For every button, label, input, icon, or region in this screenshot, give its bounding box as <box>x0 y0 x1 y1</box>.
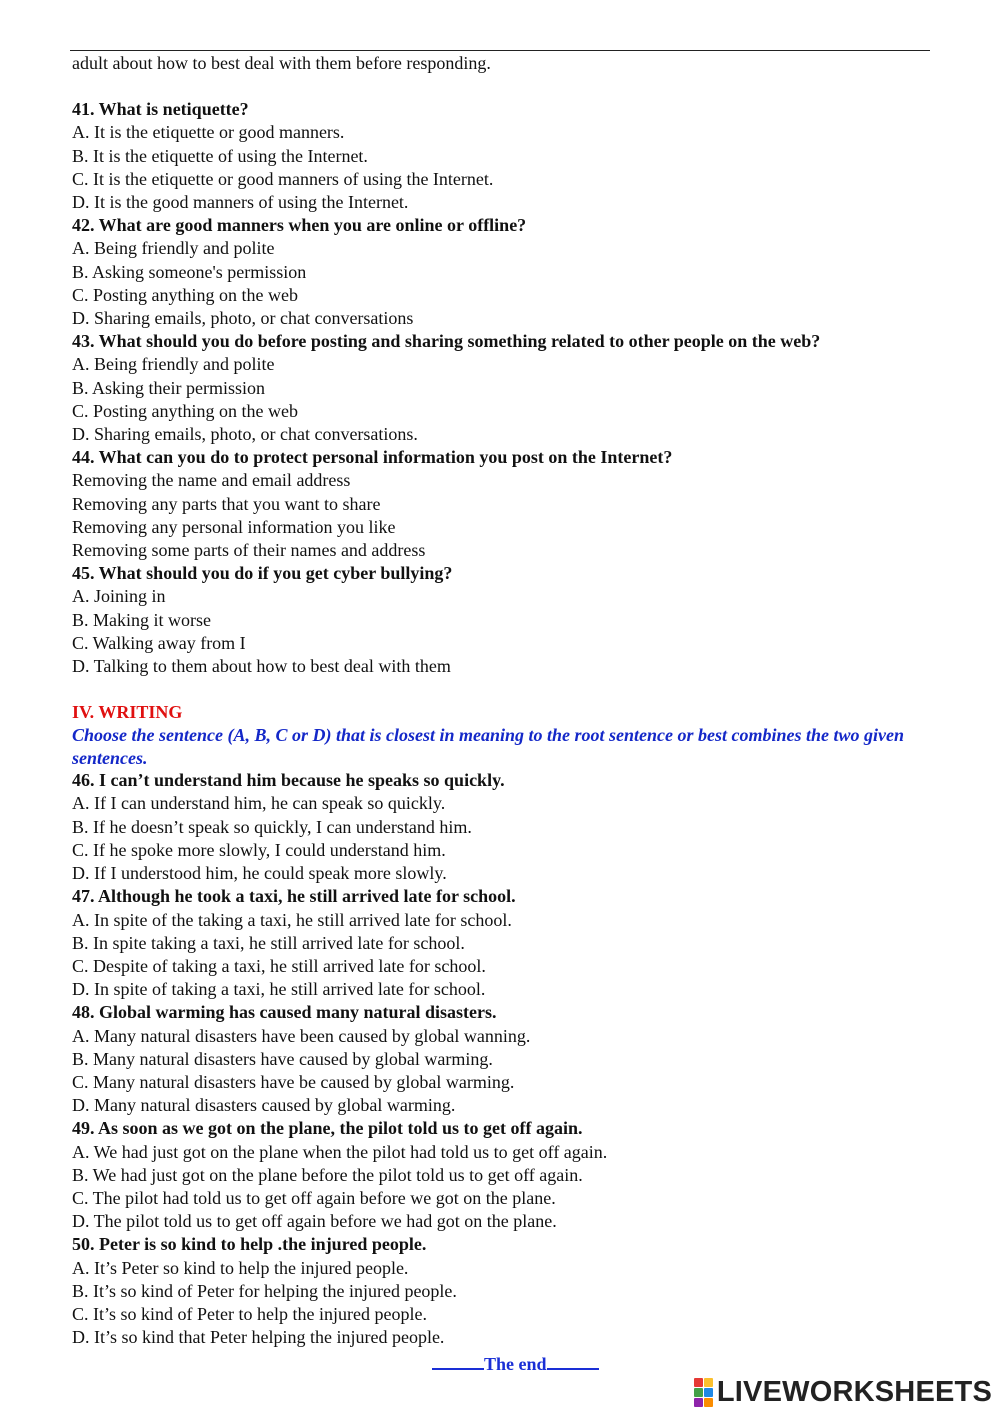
answer-option: D. In spite of taking a taxi, he still arrived late for school. <box>72 979 486 1000</box>
answer-option: C. It is the etiquette or good manners of using the Internet. <box>72 168 494 189</box>
answer-option: B. Asking their permission <box>72 377 265 398</box>
answer-option: D. It is the good manners of using the Internet. <box>72 192 409 213</box>
answer-option: B. Asking someone's permission <box>72 261 307 282</box>
answer-option: B. If he doesn’t speak so quickly, I can understand him. <box>72 816 472 837</box>
liveworksheets-logo-icon <box>694 1378 713 1407</box>
answer-option: Removing some parts of their names and address <box>72 540 426 561</box>
spacer <box>72 678 932 701</box>
liveworksheets-watermark <box>694 1376 992 1409</box>
answer-option: A. In spite of the taking a taxi, he still arrived late for school. <box>72 909 512 930</box>
question-stem: 48. Global warming has caused many natural disasters. <box>72 1002 497 1023</box>
answer-option: A. We had just got on the plane when the pilot had told us to get off again. <box>72 1141 608 1162</box>
answer-option: A. Being friendly and polite <box>72 354 275 375</box>
answer-option: C. Many natural disasters have be caused by global warming. <box>72 1071 515 1092</box>
question-stem: 50. Peter is so kind to help .the injured people. <box>72 1234 427 1255</box>
answer-option: A. Joining in <box>72 586 166 607</box>
answer-option: C. If he spoke more slowly, I could understand him. <box>72 839 446 860</box>
question-group-writing <box>72 769 932 1349</box>
answer-option: Removing any parts that you want to share <box>72 493 381 514</box>
answer-option: A. Being friendly and polite <box>72 238 275 259</box>
worksheet-page <box>72 52 932 1349</box>
answer-option: B. Many natural disasters have caused by global warming. <box>72 1048 493 1069</box>
answer-option: D. Talking to them about how to best deal with them <box>72 656 451 677</box>
top-rule <box>70 50 930 51</box>
answer-option: Removing the name and email address <box>72 470 351 491</box>
watermark-text: LIVEWORKSHEETS <box>716 1376 992 1408</box>
question-stem: 42. What are good manners when you are online or offline? <box>72 215 527 236</box>
answer-option: D. The pilot told us to get off again before we had got on the plane. <box>72 1211 557 1232</box>
logo-square <box>704 1398 713 1407</box>
answer-option: A. It’s Peter so kind to help the injured people. <box>72 1257 409 1278</box>
answer-option: C. The pilot had told us to get off again before we got on the plane. <box>72 1187 556 1208</box>
question-stem: 47. Although he took a taxi, he still arrived late for school. <box>72 886 516 907</box>
answer-option: B. It is the etiquette of using the Internet. <box>72 145 368 166</box>
answer-option: A. If I can understand him, he can speak so quickly. <box>72 793 446 814</box>
section-instruction: Choose the sentence (A, B, C or D) that is closest in meaning to the root sentence or best combines the two given sentences. <box>72 725 905 768</box>
answer-option: D. Sharing emails, photo, or chat conversations <box>72 308 414 329</box>
logo-square <box>704 1378 713 1387</box>
question-stem: 43. What should you do before posting and sharing something related to other people on the web? <box>72 331 821 352</box>
answer-option: C. Walking away from I <box>72 632 246 653</box>
question-stem: 49. As soon as we got on the plane, the pilot told us to get off again. <box>72 1118 583 1139</box>
answer-option: A. Many natural disasters have been caused by global wanning. <box>72 1025 531 1046</box>
question-group-reading <box>72 98 932 678</box>
answer-option: B. Making it worse <box>72 609 211 630</box>
question-stem: 41. What is netiquette? <box>72 99 249 120</box>
answer-option: A. It is the etiquette or good manners. <box>72 122 345 143</box>
answer-option: D. If I understood him, he could speak more slowly. <box>72 863 447 884</box>
logo-square <box>694 1378 703 1387</box>
spacer <box>72 75 932 98</box>
logo-square <box>704 1388 713 1397</box>
answer-option: D. Many natural disasters caused by global warming. <box>72 1095 456 1116</box>
question-stem: 44. What can you do to protect personal information you post on the Internet? <box>72 447 673 468</box>
answer-option: D. It’s so kind that Peter helping the injured people. <box>72 1327 445 1348</box>
answer-option: B. We had just got on the plane before the pilot told us to get off again. <box>72 1164 583 1185</box>
section-title: IV. WRITING <box>72 702 183 723</box>
the-end-footer <box>432 1352 599 1376</box>
logo-square <box>694 1388 703 1397</box>
answer-option: B. It’s so kind of Peter for helping the injured people. <box>72 1280 457 1301</box>
question-stem: 45. What should you do if you get cyber bullying? <box>72 563 453 584</box>
answer-option: C. Posting anything on the web <box>72 284 298 305</box>
answer-option: C. Posting anything on the web <box>72 400 298 421</box>
answer-option: C. It’s so kind of Peter to help the injured people. <box>72 1303 427 1324</box>
logo-square <box>694 1398 703 1407</box>
answer-option: C. Despite of taking a taxi, he still arrived late for school. <box>72 955 486 976</box>
the-end-label: The end <box>484 1354 547 1374</box>
blank-line <box>547 1354 599 1370</box>
answer-option: B. In spite taking a taxi, he still arrived late for school. <box>72 932 465 953</box>
answer-option: D. Sharing emails, photo, or chat conversations. <box>72 424 418 445</box>
question-stem: 46. I can’t understand him because he speaks so quickly. <box>72 770 505 791</box>
blank-line <box>432 1354 484 1370</box>
answer-option: Removing any personal information you like <box>72 516 396 537</box>
intro-line: adult about how to best deal with them before responding. <box>72 53 491 73</box>
